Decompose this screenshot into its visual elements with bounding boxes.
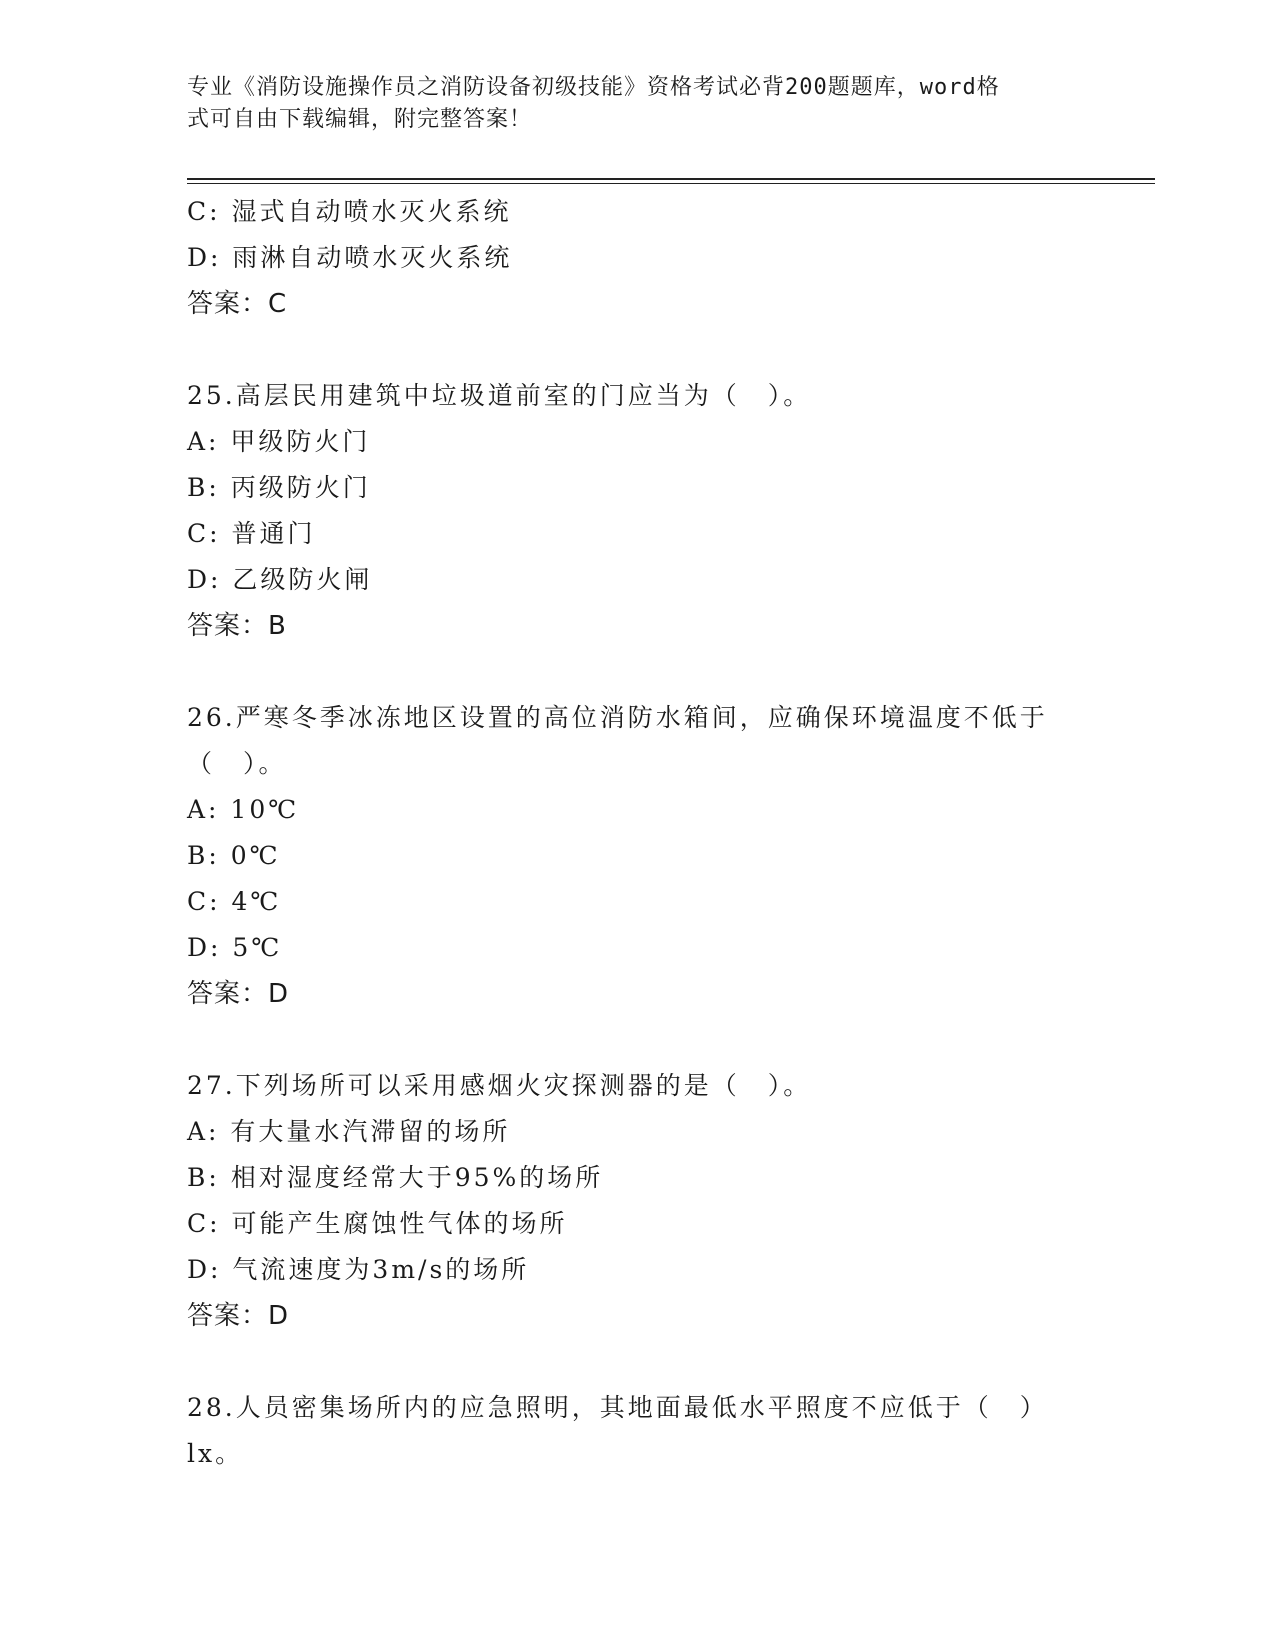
spacer — [187, 327, 1087, 373]
question-26 — [187, 695, 1087, 1017]
option-b: B: 0℃ — [187, 841, 281, 870]
spacer — [187, 649, 1087, 695]
header-line-1: 专业《消防设施操作员之消防设备初级技能》资格考试必背200题题库，word格 — [187, 75, 1000, 100]
option-c: C: 4℃ — [187, 887, 282, 916]
header-divider-thin — [187, 183, 1155, 184]
spacer — [187, 1339, 1087, 1385]
question-stem: 27.下列场所可以采用感烟火灾探测器的是（ ）。 — [187, 1071, 812, 1100]
question-stem-line-2: （ ）。 — [187, 749, 287, 778]
option-c: C: 普通门 — [187, 519, 316, 548]
option-a: A: 10℃ — [187, 795, 300, 824]
option-d: D: 乙级防火闸 — [187, 565, 373, 594]
option-b: B: 丙级防火门 — [187, 473, 371, 502]
option-d: D: 雨淋自动喷水灭火系统 — [187, 243, 513, 272]
question-content — [187, 189, 1087, 1477]
spacer — [187, 1017, 1087, 1063]
answer: 答案：D — [187, 979, 290, 1009]
question-28 — [187, 1385, 1087, 1477]
header-line-2: 式可自由下载编辑，附完整答案！ — [187, 107, 533, 132]
option-c: C: 湿式自动喷水灭火系统 — [187, 197, 512, 226]
answer: 答案：B — [187, 611, 287, 641]
question-stem: 25.高层民用建筑中垃圾道前室的门应当为（ ）。 — [187, 381, 812, 410]
option-a: A: 甲级防火门 — [187, 427, 371, 456]
document-header — [187, 72, 1067, 136]
answer: 答案：D — [187, 1301, 290, 1331]
question-25 — [187, 373, 1087, 649]
option-a: A: 有大量水汽滞留的场所 — [187, 1117, 511, 1146]
question-27 — [187, 1063, 1087, 1339]
header-divider-thick — [187, 178, 1155, 180]
option-d: D: 气流速度为3m/s的场所 — [187, 1255, 530, 1284]
question-stem-line-2: lx。 — [187, 1439, 244, 1468]
answer: 答案：C — [187, 289, 288, 319]
option-c: C: 可能产生腐蚀性气体的场所 — [187, 1209, 568, 1238]
question-stem-line-1: 28.人员密集场所内的应急照明，其地面最低水平照度不应低于（ ） — [187, 1393, 1048, 1422]
question-stem-line-1: 26.严寒冬季冰冻地区设置的高位消防水箱间，应确保环境温度不低于 — [187, 703, 1048, 732]
option-b: B: 相对湿度经常大于95%的场所 — [187, 1163, 604, 1192]
option-d: D: 5℃ — [187, 933, 283, 962]
